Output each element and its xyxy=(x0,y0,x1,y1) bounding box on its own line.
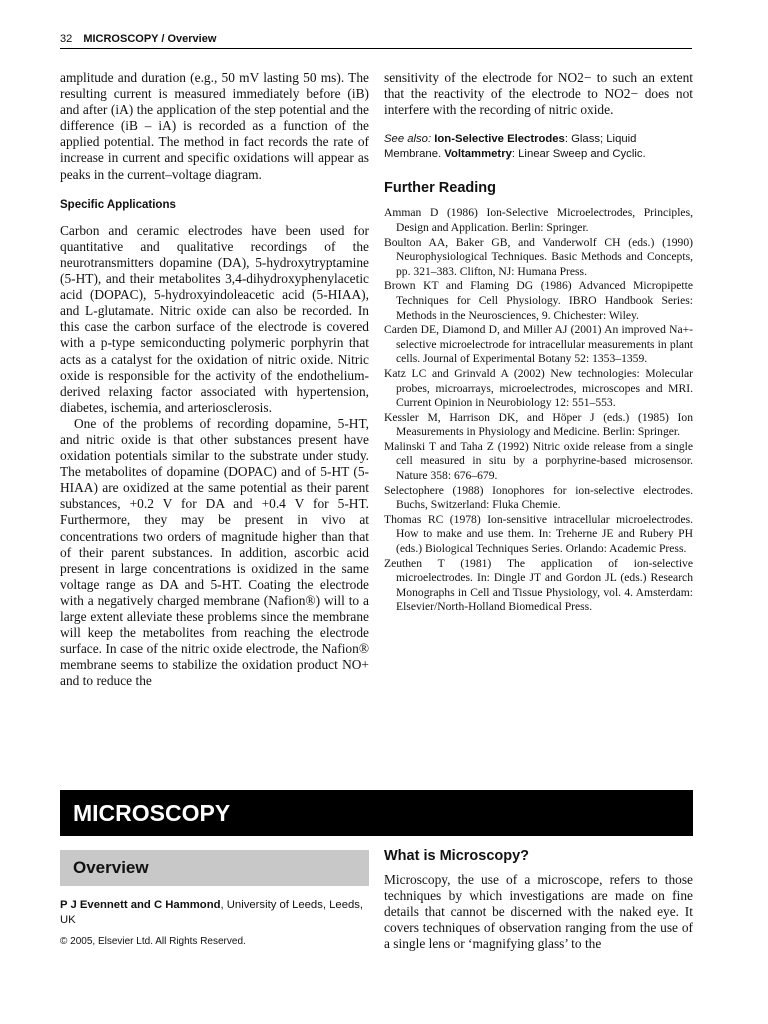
see-also: See also: Ion-Selective Electrodes: Glass; Liquid Membrane. Voltammetry: Linear Sweep and Cyclic. xyxy=(384,133,646,161)
reference-item: Kessler M, Harrison DK, and Höper J (eds.) (1985) Ion Measurements in Physiology and Medicine. Berlin: Springer. xyxy=(384,410,693,439)
what-is-microscopy-section xyxy=(384,848,693,952)
reference-item: Amman D (1986) Ion-Selective Microelectrodes, Principles, Design and Application. Berlin: Springer. xyxy=(384,206,693,234)
reference-list xyxy=(384,206,693,615)
paragraph: Carbon and ceramic electrodes have been used for quantitative and qualitative recordings of the neurotransmitters dopamine (DA), 5-hydroxytryptamine (5-HT), and their metabolites 3,4-dihydroxyphenylacetic acid (DOPAC), 5-hydroxyindoleacetic acid (5-HIAA), and L-glutamate. Nitric oxide can also be recorded. In this case the carbon surface of the electrode is covered with a p-type semiconducting polymeric porphyrin that acts as a catalyst for the oxidation of nitric oxide. Nitric oxide is responsible for the activity of the endothelium-derived relaxing factor associated with hypertension, diabetes, ischemia, and arteriosclerosis. xyxy=(60,222,369,415)
reference-item: Zeuthen T (1981) The application of ion-selective microelectrodes. In: Dingle JT and Gordon JL (eds.) Research Monographs in Cell and Tissue Physiology, vol. 4. Amsterdam: Elsevier/North-Holland Biomedical Press. xyxy=(384,556,693,614)
paragraph: One of the problems of recording dopamine, 5-HT, and nitric oxide is that other substances present have oxidation potentials similar to the substrate under study. The metabolites of dopamine (DOPAC) and of 5-HT (5-HIAA) are oxidized at the same potential as their parent substances, +0.2 V for DA and +0.4 V for 5-HT. Furthermore, they may be present in vivo at concentrations two orders of magnitude higher than that of their parent substances. In addition, ascorbic acid present in large concentrations is oxidized in the same voltage range as DA and 5-HT. Coating the electrode with a negatively charged membrane (Nafion®) will to a large extent alleviate these problems since the membrane will keep the metabolites from reaching the electrode surface. In case of the nitric oxide electrode, the Nafion® membrane seems to stabilize the oxidation product NO+ and to reduce the xyxy=(60,415,369,689)
paragraph: Microscopy, the use of a microscope, refers to those techniques by which investigations are made on fine details that cannot be discerned with the naked eye. It covers techniques of observation ranging from the use of a single lens or ‘magnifying glass’ to the xyxy=(384,872,693,952)
copyright: © 2005, Elsevier Ltd. All Rights Reserved. xyxy=(60,936,246,947)
author-names: P J Evennett and C Hammond xyxy=(60,899,221,911)
overview-heading: Overview xyxy=(60,850,369,886)
reference-item: Thomas RC (1978) Ion-sensitive intracellular microelectrodes. How to make and use them. In: Treherne JE and Rubery PH (eds.) Biological Techniques Series. Orlando: Academic Press. xyxy=(384,512,693,556)
paragraph: amplitude and duration (e.g., 50 mV lasting 50 ms). The resulting current is measured immediately before (iB) and after (iA) the application of the step potential and the difference (iB – iA) is recorded as a function of the applied potential. The method in fact records the rate of increase in current and specific oxidations will appear as peaks in the current–voltage diagram. xyxy=(60,70,369,182)
right-column xyxy=(384,70,693,615)
chapter-banner: MICROSCOPY xyxy=(60,790,693,836)
page-number: 32 xyxy=(60,33,73,45)
running-header xyxy=(60,33,692,49)
reference-item: Katz LC and Grinvald A (2002) New technologies: Molecular probes, microarrays, microelectrodes, microscopes and MRI. Current Opinion in Neurobiology 12: 551–553. xyxy=(384,366,693,410)
reference-item: Carden DE, Diamond D, and Miller AJ (2001) An improved Na+-selective microelectrode for intracellular measurements in plant cells. Journal of Experimental Botany 52: 1353–1359. xyxy=(384,323,693,366)
further-reading-heading: Further Reading xyxy=(384,180,496,197)
reference-item: Malinski T and Taha Z (1992) Nitric oxide release from a single cell measured in situ by a porphyrine-based microsensor. Nature 358: 676–679. xyxy=(384,439,693,483)
paragraph: sensitivity of the electrode for NO2− to such an extent that the reactivity of the electrode to NO2− does not interfere with the recording of nitric oxide. xyxy=(384,70,693,118)
reference-item: Brown KT and Flaming DG (1986) Advanced Micropipette Techniques for Cell Physiology. IBRO Handbook Series: Methods in the Neurosciences, 9. Chichester: Wiley. xyxy=(384,279,693,322)
authors xyxy=(60,898,369,928)
reference-item: Boulton AA, Baker GB, and Vanderwolf CH (eds.) (1990) Neurophysiological Techniques. Basic Methods and Concepts, pp. 321–383. Clifton, NJ: Humana Press. xyxy=(384,235,693,278)
section-heading: What is Microscopy? xyxy=(384,848,530,864)
left-column xyxy=(60,70,369,689)
reference-item: Selectophere (1988) Ionophores for ion-selective electrodes. Buchs, Switzerland: Fluka Chemie. xyxy=(384,483,693,512)
see-also-link[interactable]: Ion-Selective Electrodes xyxy=(434,133,565,146)
running-section-title: MICROSCOPY / Overview xyxy=(83,33,217,45)
see-also-link[interactable]: Voltammetry xyxy=(444,148,512,161)
section-heading: Specific Applications xyxy=(60,198,176,211)
see-also-label: See also: xyxy=(384,133,432,146)
author-affiliation: , University of Leeds, Leeds, UK xyxy=(60,899,364,926)
